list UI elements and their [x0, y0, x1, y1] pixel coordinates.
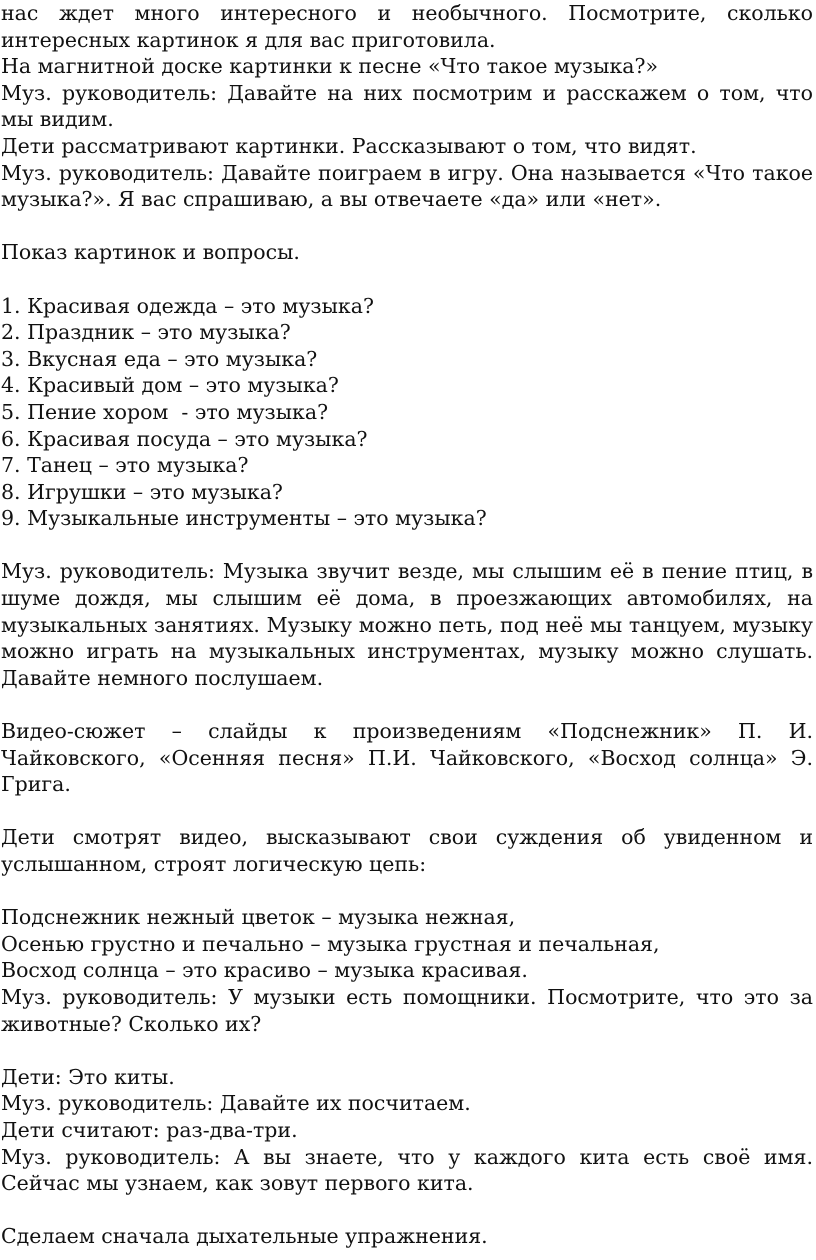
blank-line: [1, 213, 813, 240]
question-item: 6. Красивая посуда – это музыка?: [1, 426, 368, 451]
paragraph-whale-name: Муз. руководитель: А вы знаете, что у каждого кита есть своё имя. Сейчас мы узнаем, как зовут первого кита.: [1, 1144, 813, 1196]
paragraph-music-everywhere: Муз. руководитель: Музыка звучит везде, мы слышим её в пение птиц, в шуме дождя, мы слышим её дома, в проезжающих автомобилях, на музыкальных занятиях. Музыку можно петь, под неё мы танцуем, музыку можно играть на музыкальных инструментах, музыку можно слушать. Давайте немного послушаем.: [1, 559, 813, 690]
paragraph-intro: нас ждет много интересного и необычного. Посмотрите, сколько интересных картинок я для вас приготовила.: [1, 1, 813, 52]
question-item: 5. Пение хором - это музыка?: [1, 399, 329, 424]
paragraph-children-watch: Дети смотрят видео, высказывают свои суждения об увиденном и услышанном, строят логическую цепь:: [1, 825, 813, 876]
paragraph-magnetic-board: На магнитной доске картинки к песне «Что такое музыка?»: [1, 54, 659, 79]
blank-line: [1, 266, 813, 293]
paragraph-children-whales: Дети: Это киты.: [1, 1064, 175, 1089]
question-item: 3. Вкусная еда – это музыка?: [1, 346, 318, 371]
paragraph-video: Видео-сюжет – слайды к произведениям «Подснежник» П. И. Чайковского, «Осенняя песня» П.И. Чайковского, «Восход солнца» Э. Грига.: [1, 719, 813, 797]
blank-line: [1, 878, 813, 905]
paragraph-helpers: Муз. руководитель: У музыки есть помощники. Посмотрите, что это за животные? Сколько их?: [1, 984, 813, 1036]
question-item: 1. Красивая одежда – это музыка?: [1, 293, 374, 318]
paragraph-teacher-count: Муз. руководитель: Давайте их посчитаем.: [1, 1091, 471, 1116]
paragraph-children-count: Дети считают: раз-два-три.: [1, 1117, 298, 1142]
blank-line: [1, 691, 813, 718]
question-item: 8. Игрушки – это музыка?: [1, 479, 283, 504]
paragraph-children-look: Дети рассматривают картинки. Рассказывают о том, что видят.: [1, 133, 697, 158]
question-item: 7. Танец – это музыка?: [1, 453, 249, 478]
paragraph-show-pictures: Показ картинок и вопросы.: [1, 240, 300, 265]
chain-line: Подснежник нежный цветок – музыка нежная,: [1, 905, 516, 930]
paragraph-teacher-look: Муз. руководитель: Давайте на них посмотрим и расскажем о том, что мы видим.: [1, 80, 813, 132]
chain-line: Восход солнца – это красиво – музыка красивая.: [1, 958, 528, 983]
question-item: 4. Красивый дом – это музыка?: [1, 373, 339, 398]
paragraph-breathing: Сделаем сначала дыхательные упражнения.: [1, 1224, 488, 1249]
blank-line: [1, 1037, 813, 1064]
paragraph-teacher-game: Муз. руководитель: Давайте поиграем в игру. Она называется «Что такое музыка?». Я вас спрашиваю, а вы отвечаете «да» или «нет».: [1, 160, 813, 212]
question-item: 2. Праздник – это музыка?: [1, 320, 291, 345]
blank-line: [1, 798, 813, 825]
question-item: 9. Музыкальные инструменты – это музыка?: [1, 506, 487, 531]
blank-line: [1, 1197, 813, 1224]
blank-line: [1, 532, 813, 559]
chain-line: Осенью грустно и печально – музыка грустная и печальная,: [1, 931, 660, 956]
